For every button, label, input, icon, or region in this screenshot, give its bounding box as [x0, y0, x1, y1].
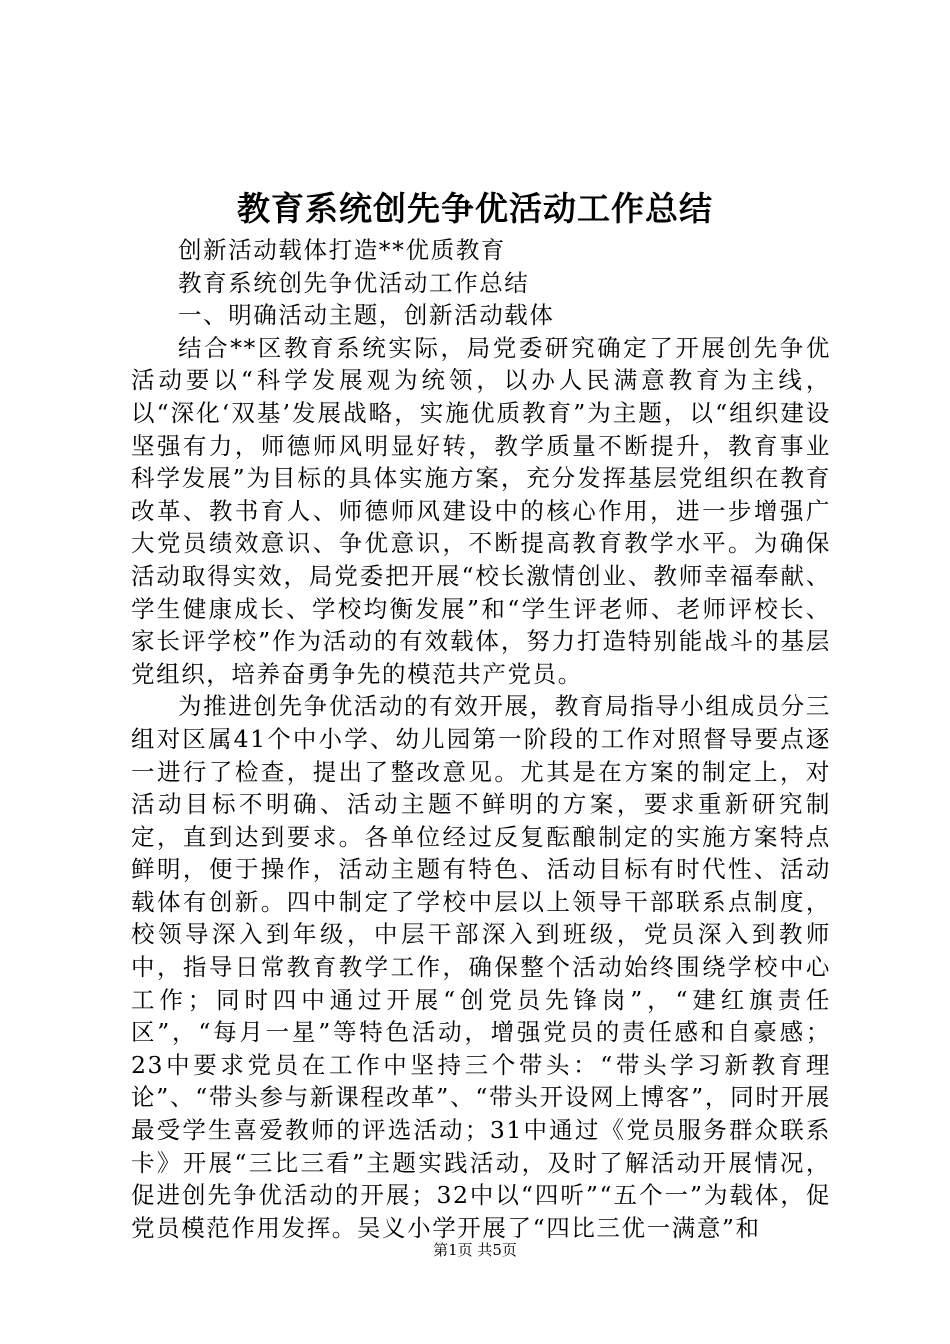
paragraph-subtitle: 创新活动载体打造**优质教育 — [178, 236, 506, 264]
paragraph-heading: 教育系统创先争优活动工作总结 — [178, 268, 530, 297]
section-heading-1: 一、明确活动主题，创新活动载体 — [178, 301, 555, 330]
paragraph-body-1: 结合**区教育系统实际，局党委研究确定了开展创先争优活动要以“科学发展观为统领，以办人民满意教育为主线，以“深化‘双基’发展战略，实施优质教育”为主题，以“组织建设坚强有力，师德师风明显好转，教学质量不断提升，教育事业科学发展”为目标的具体实施方案，充分发挥基层党组织在教育改革、教书育人、师德师风建设中的核心作用，进一步增强广大党员绩效意识、争优意识，不断提高教育教学水平。为确保活动取得实效，局党委把开展“校长激情创业、教师幸福奉献、学生健康成长、学校均衡发展”和“学生评老师、老师评校长、家长评学校”作为活动的有效载体，努力打造特别能战斗的基层党组织，培养奋勇争先的模范共产党员。 — [131, 333, 831, 688]
document-title: 教育系统创先争优活动工作总结 — [237, 189, 713, 228]
paragraph-body-2: 为推进创先争优活动的有效开展，教育局指导小组成员分三组对区属41个中小学、幼儿园第一阶段的工作对照督导要点逐一进行了检查，提出了整改意见。尤其是在方案的制定上，对活动目标不明确、活动主题不鲜明的方案，要求重新研究制定，直到达到要求。各单位经过反复酝酿制定的实施方案特点鲜明，便于操作，活动主题有特色、活动目标有时代性、活动载体有创新。四中制定了学校中层以上领导干部联系点制度，校领导深入到年级，中层干部深入到班级，党员深入到教师中，指导日常教育教学工作，确保整个活动始终围绕学校中心工作；同时四中通过开展“创党员先锋岗”，“建红旗责任区”，“每月一星”等特色活动，增强党员的责任感和自豪感；23中要求党员在工作中坚持三个带头：“带头学习新教育理论”、“带头参与新课程改革”、“带头开设网上博客”，同时开展最受学生喜爱教师的评选活动；31中通过《党员服务群众联系卡》开展“三比三看”主题实践活动，及时了解活动开展情况，促进创先争优活动的开展；32中以“四听”“五个一”为载体，促党员模范作用发挥。吴义小学开展了“四比三优一满意”和 — [131, 692, 831, 1242]
document-body — [131, 234, 831, 1244]
page-indicator: 第1页 共5页 — [433, 1241, 517, 1259]
